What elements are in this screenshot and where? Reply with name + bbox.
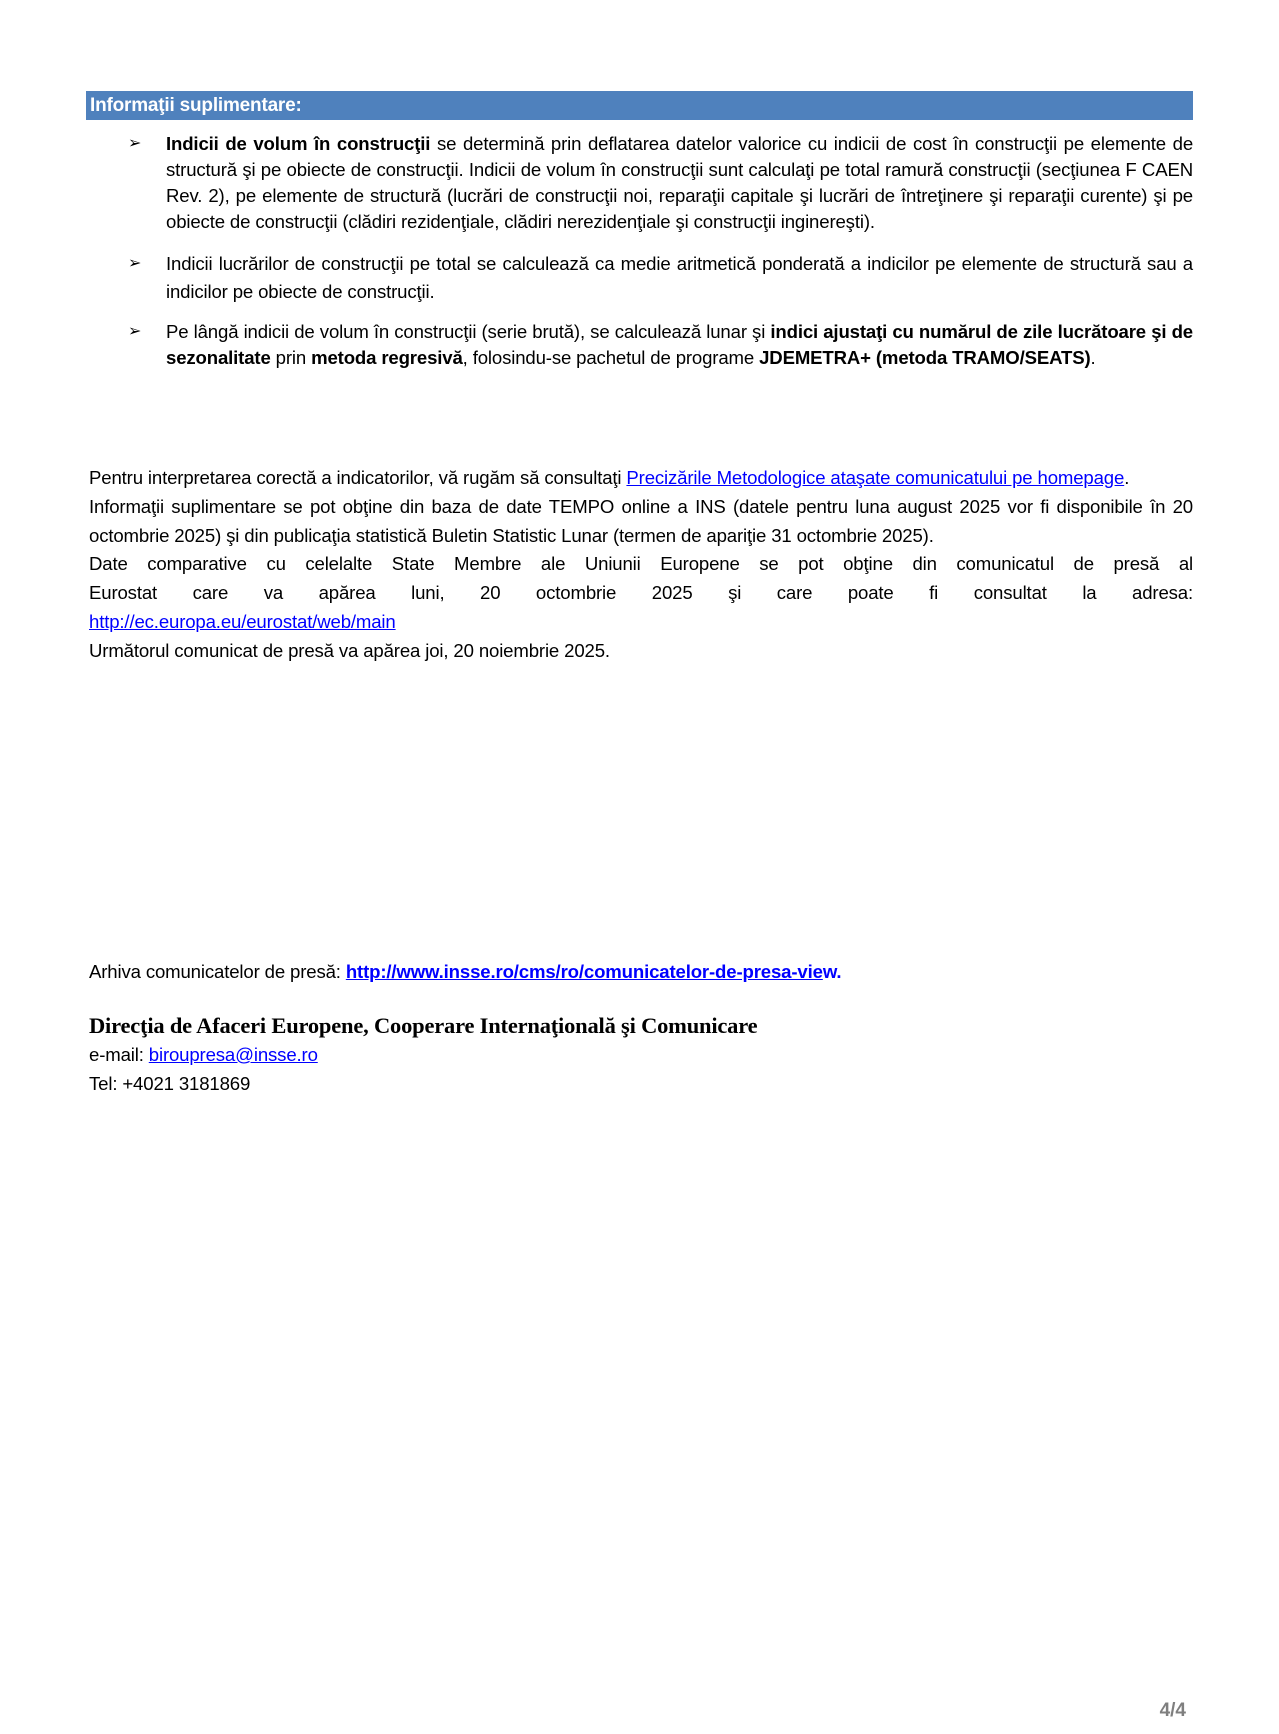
interpretation-paragraph [89,464,1193,493]
phone-line: Tel: +4021 3181869 [89,1072,251,1094]
email-link[interactable]: biroupresa@insse.ro [148,1044,318,1065]
contact-block [89,1011,757,1098]
body-text [89,464,1193,666]
bullet-text-bold: indici ajustaţi cu numărul de zile lucrătoare şi de sezonalitate [166,321,1193,368]
archive-link[interactable]: http://www.insse.ro/cms/ro/comunicatelor-de-presa-vie [345,961,823,982]
bullet-text-bold: JDEMETRA+ (metoda TRAMO/SEATS) [759,347,1091,368]
department-name: Direcţia de Afaceri Europene, Cooperare Internaţională şi Comunicare [89,1013,758,1038]
interpretation-text: Pentru interpretarea corectă a indicatorilor, vă rugăm să consultaţi [89,467,627,488]
bullet-text-bold: Indicii de volum în construcţii [166,133,431,154]
bullet-text-bold: metoda regresivă [311,347,463,368]
next-release-paragraph: Următorul comunicat de presă va apărea joi, 20 noiembrie 2025. [89,639,610,661]
email-line [89,1041,757,1070]
arrowhead-bullet-icon: ➢ [128,255,142,272]
interpretation-suffix: . [1124,467,1130,488]
bullet-text: se determină prin deflatarea datelor valorice cu indicii de cost în construcţii pe elemente de structură şi pe obiecte de construcţii. Indicii de volum în construcţii sunt calculaţi pe total ramură construcţii (secţiunea F CAEN Rev. 2), pe elemente de structură (lucrări de construcţii noi, reparaţii capitale şi lucrări de întreţinere şi reparaţii curente) şi pe obiecte de construcţii (clădiri rezidenţiale, clădiri nerezidenţiale şi construcţii inginereşti). [166,133,1194,232]
eurostat-link[interactable]: http://ec.europa.eu/eurostat/web/main [89,610,396,632]
bullet-text: , folosindu-se pachetul de programe [462,347,760,368]
eurostat-line-2: Eurostat care va apărea luni, 20 octombrie 2025 şi care poate fi consultat la adresa: [89,582,1193,604]
section-header [86,91,1193,120]
archive-line [89,958,841,986]
bullet-item [120,131,1193,235]
bullet-list [120,131,1193,386]
email-label: e-mail: [89,1044,149,1065]
archive-label: Arhiva comunicatelor de presă: [89,961,346,982]
arrowhead-bullet-icon: ➢ [128,323,142,340]
eurostat-link-line [89,608,1193,637]
bullet-text: . [1090,347,1096,368]
bullet-item [120,319,1193,371]
bullet-item [120,250,1193,306]
eurostat-line-1: Date comparative cu celelalte State Membre ale Uniunii Europene se pot obţine din comunicatul de presă al [89,553,1193,575]
bullet-text: Indicii lucrărilor de construcţii pe total se calculează ca medie aritmetică ponderată a indicilor pe elemente de structură sau a indicilor pe obiecte de construcţii. [166,253,1193,302]
bullet-text: prin [270,347,312,368]
arrowhead-bullet-icon: ➢ [128,135,142,152]
bullet-text: Pe lângă indicii de volum în construcţii (serie brută), se calculează lunar şi [166,321,771,342]
methodology-link[interactable]: Precizările Metodologice ataşate comunicatului pe homepage [626,467,1125,488]
page-number: 4/4 [1159,1700,1186,1721]
tempo-paragraph: Informaţii suplimentare se pot obţine din baza de date TEMPO online a INS (datele pentru luna august 2025 vor fi disponibile în 20 octombrie 2025) şi din publicaţia statistică Buletin Statistic Lunar (termen de apariţie 31 octombrie 2025). [89,495,1193,546]
section-title: Informaţii suplimentare: [90,95,302,116]
archive-link-tail: w. [822,961,842,982]
